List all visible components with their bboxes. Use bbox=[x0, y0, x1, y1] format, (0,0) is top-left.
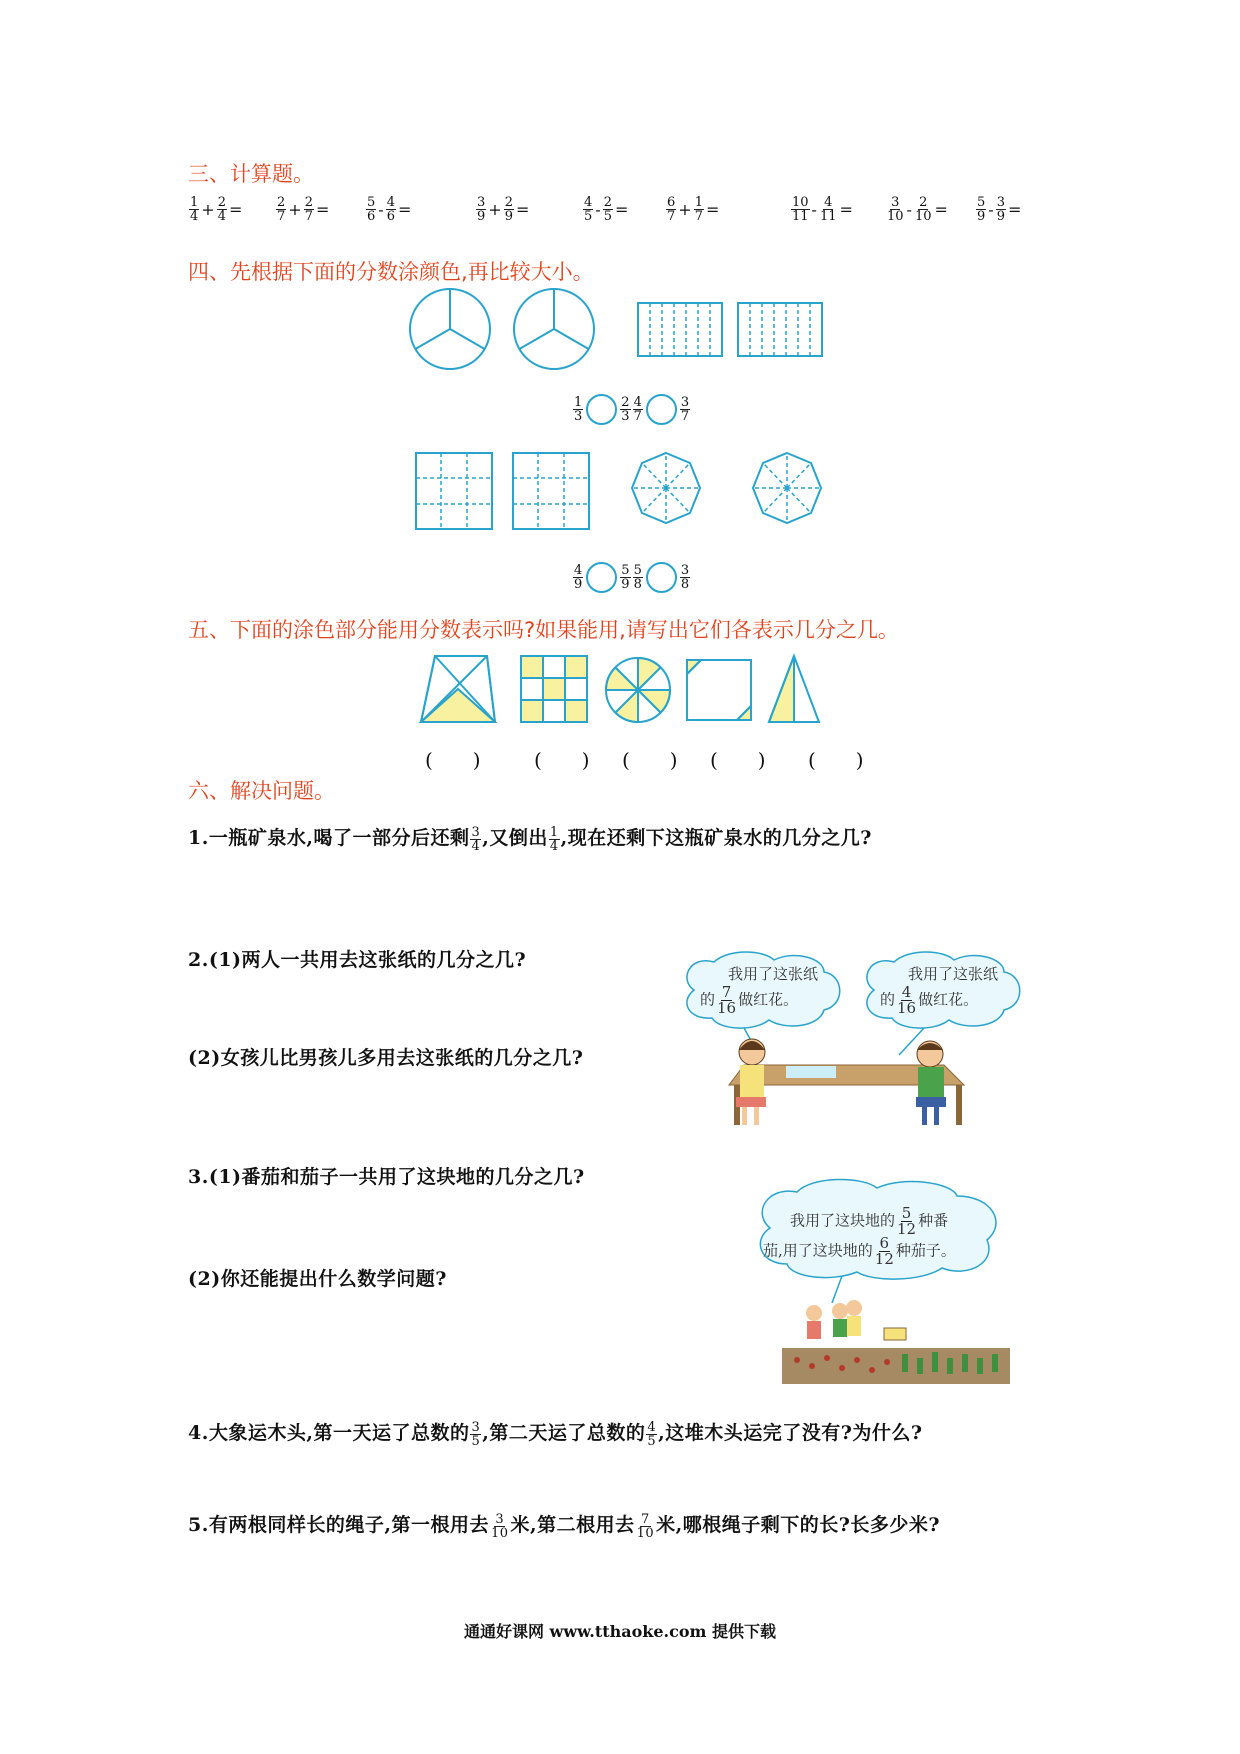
calc-item: $\frac{3}{9}$ + $\frac{2}{9}$ = bbox=[477, 195, 530, 224]
cloud-girl-line-2: 的 $\frac{7}{16}$ 做红花。 bbox=[700, 983, 799, 1017]
compare-circle[interactable] bbox=[586, 562, 617, 593]
compare-circle[interactable] bbox=[646, 394, 677, 425]
question-2-part-2: (2)女孩儿比男孩儿多用去这张纸的几分之几? bbox=[188, 1047, 584, 1069]
fraction-figures-row1 bbox=[408, 288, 848, 372]
section-5-title: 五、下面的涂色部分能用分数表示吗?如果能用,请写出它们各表示几分之几。 bbox=[188, 618, 899, 642]
cloud-boy-line-1: 我用了这张纸 bbox=[908, 965, 999, 983]
compare-fraction: $\frac{5}{9}$ bbox=[621, 563, 630, 592]
answer-paren-3[interactable]: ( ) bbox=[622, 748, 678, 772]
calc-item: $\frac{2}{7}$ + $\frac{2}{7}$ = bbox=[277, 195, 330, 224]
square-ninths-1 bbox=[416, 453, 492, 529]
compare-fraction: $\frac{2}{3}$ bbox=[621, 395, 630, 424]
section-3-title: 三、计算题。 bbox=[188, 162, 314, 186]
shaded-figures-row bbox=[415, 650, 835, 730]
calc-item: $\frac{3}{10}$ - $\frac{2}{10}$ = bbox=[887, 195, 948, 224]
cloud-girl-line-1: 我用了这张纸 bbox=[728, 965, 819, 983]
square-ninths-2 bbox=[513, 453, 589, 529]
calc-item: $\frac{10}{11}$ - $\frac{4}{11}$ = bbox=[792, 195, 853, 224]
calc-item: $\frac{5}{9}$ - $\frac{3}{9}$ = bbox=[977, 195, 1022, 224]
cloud-boy-line-2: 的 $\frac{4}{16}$ 做红花。 bbox=[880, 983, 979, 1017]
compare-fraction: $\frac{3}{7}$ bbox=[680, 395, 690, 424]
footer-credit: 通通好课网 www.tthaoke.com 提供下载 bbox=[463, 1622, 777, 1641]
calc-item: $\frac{5}{6}$ - $\frac{4}{6}$ = bbox=[367, 195, 412, 224]
compare-fraction: $\frac{4}{7}$ bbox=[633, 395, 642, 424]
calc-item: $\frac{4}{5}$ - $\frac{2}{5}$ = bbox=[584, 195, 629, 224]
question-4: 4.大象运木头,第一天运了总数的 $\frac{3}{5}$ ,第二天运了总数的 $\frac{4}{5}$ ,这堆木头运完了没有?为什么? bbox=[188, 1419, 923, 1449]
answer-paren-1[interactable]: ( ) bbox=[425, 748, 481, 772]
question-3-part-1: 3.(1)番茄和茄子一共用了这块地的几分之几? bbox=[188, 1166, 585, 1188]
calc-item: $\frac{1}{4}$ + $\frac{2}{4}$ = bbox=[190, 195, 243, 224]
answer-paren-4[interactable]: ( ) bbox=[710, 748, 766, 772]
question-1: 1.一瓶矿泉水,喝了一部分后还剩 $\frac{3}{4}$ ,又倒出 $\frac{1}{4}$ ,现在还剩下这瓶矿泉水的几分之几? bbox=[188, 824, 872, 854]
section-6-title: 六、解决问题。 bbox=[188, 779, 335, 803]
compare-row-1 bbox=[572, 394, 691, 425]
question-5: 5.有两根同样长的绳子,第一根用去 $\frac{3}{10}$ 米,第二根用去 $\frac{7}{10}$ 米,哪根绳子剩下的长?长多少米? bbox=[188, 1511, 941, 1541]
calc-item: $\frac{6}{7}$ + $\frac{1}{7}$ = bbox=[667, 195, 720, 224]
question-3-part-2: (2)你还能提出什么数学问题? bbox=[188, 1268, 447, 1290]
compare-fraction: $\frac{4}{9}$ bbox=[574, 563, 583, 592]
compare-circle[interactable] bbox=[586, 394, 617, 425]
cloud-garden-line-1: 我用了这块地的 $\frac{5}{12}$ 种番 bbox=[790, 1204, 949, 1238]
compare-fraction: $\frac{1}{3}$ bbox=[574, 395, 583, 424]
compare-row-2 bbox=[572, 562, 691, 593]
compare-circle[interactable] bbox=[646, 562, 677, 593]
question-2-part-1: 2.(1)两人一共用去这张纸的几分之几? bbox=[188, 949, 527, 971]
section-4-title: 四、先根据下面的分数涂颜色,再比较大小。 bbox=[188, 260, 594, 284]
answer-paren-5[interactable]: ( ) bbox=[808, 748, 864, 772]
compare-fraction: $\frac{5}{8}$ bbox=[633, 563, 642, 592]
cloud-garden-line-2: 茄,用了这块地的 $\frac{6}{12}$ 种茄子。 bbox=[763, 1234, 956, 1268]
answer-paren-2[interactable]: ( ) bbox=[534, 748, 590, 772]
compare-fraction: $\frac{3}{8}$ bbox=[680, 563, 690, 592]
fraction-figures-row2 bbox=[410, 447, 845, 537]
